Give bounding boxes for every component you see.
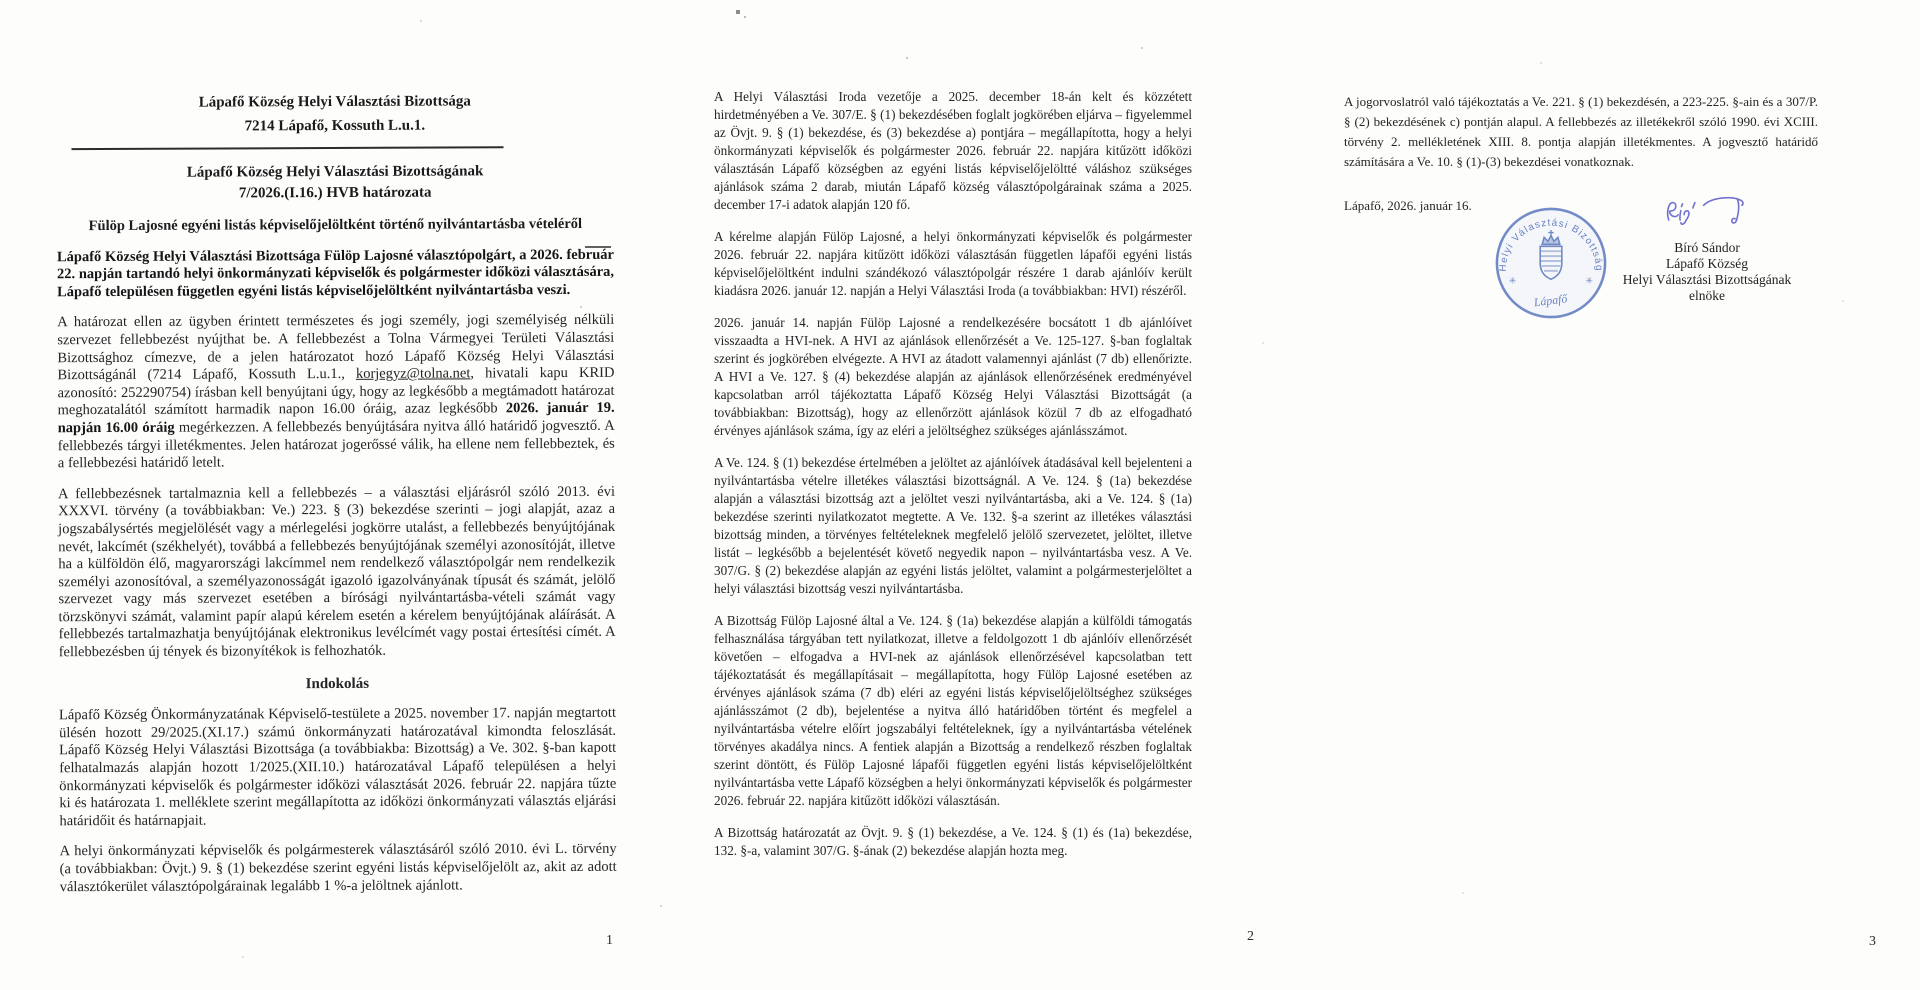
operative-decision-paragraph: Lápafő Község Helyi Választási Bizottsága Fülöp Lajosné választópolgárt, a 2026. február 22. napján tartandó helyi önkormányzati képviselők és polgármester időközi választására, Lápafő településen független egyéni listás képviselőjelöltként nyilvántartásba veszi. [56,246,615,300]
issuer-name: Lápafő Község Helyi Választási Bizottsága [198,93,471,111]
signer-org-line2: Helyi Választási Bizottságának [1622,272,1792,287]
reasoning-law-paragraph: A helyi önkormányzati képviselők és polgármesterek választásáról szóló 2010. évi L. törvény (a továbbiakban: Övjt.) 9. § (1) bekezdése szerint egyéni listás képviselőjelölt az, akit az adott választókerület választópolgárainak legalább 1 %-a jelöltnek ajánlott. [59,841,617,895]
header-divider [71,146,503,150]
stamp-star-left-icon: ✳ [1508,275,1517,286]
signature-block [1592,240,1822,304]
subject-line: Fülöp Lajosné egyéni listás képviselőjelöltként történő nyilvántartásba vételéről [88,215,583,235]
hvi-notice-paragraph: A Helyi Választási Iroda vezetője a 2025. december 18-án kelt és közzétett hirdetményében a Ve. 307/E. § (1) bekezdésében foglalt jogkörében eljárva – figyelemmel az Övjt. 9. § (1) bekezdése, és (3) bekezdése a) pontjára – megállapította, hogy a helyi önkormányzati képviselők és polgármester 2026. február 22. napjára kitűzött időközi választásán Lápafő községben az egyéni listás képviselőjelöltté váláshoz szükséges ajánlások száma 2 darab, miután Lápafő község választópolgárainak száma a 2025. december 17-i adatok alapján 120 fő. [714,89,1192,212]
stamp-ring-text: Helyi Választási Bizottság [1497,217,1605,272]
signer-role: elnöke [1689,288,1725,303]
page-3 [1344,92,1818,310]
page-number-3: 3 [1869,934,1876,949]
page-2 [714,88,1192,860]
page-1 [56,89,617,897]
appeal-requirements-paragraph: A fellebbezésnek tartalmaznia kell a fellebbezés – a választási eljárásról szóló 2013. évi XXXVI. törvény (a továbbiakban: Ve.) 223. § (3) bekezdése szerinti – jogi alapját, azaz a jogszabálysértés megjelölését vagy a mérlegelési jogkörre utalást, a fellebbezés benyújtójának nevét, lakcímét (székhelyét), továbbá a fellebbezés benyújtójának személyi azonosítóját, illetve ha a külföldön élő, magyarországi lakcímmel nem rendelkező választópolgár nem rendelkezik személyi azonosítóval, a személyazonosságát igazoló igazolványának típusát és számát, jelölő szervezet vagy más szervezet esetében a bírósági nyilvántartásba-vételi számát vagy törzskönyvi számát, valamint papír alapú kérelem esetén a kérelem benyújtójának aláírását. A fellebbezés tartalmazhatja benyújtójának elektronikus levélcímét vagy postai értesítési címét. A fellebbezésben új tények és bizonyítékok is felhozhatók. [57,483,616,661]
stamp-star-right-icon: ✳ [1585,275,1593,286]
verification-paragraph: 2026. január 14. napján Fülöp Lajosné a rendelkezésére bocsátott 1 db ajánlóívet visszaadta a HVI-nek. A HVI az ajánlások ellenőrzését a Ve. 125-127. §-ban foglaltak szerint és jogkörében elvégezte. A HVI az átadott valamennyi ajánlást (7 db) ellenőrizte. A HVI a Ve. 127. § (4) bekezdése alapján az ajánlások ellenőrzésének eredményével kapcsolatban arról tájékoztatta Lápafő Község Helyi Választási Bizottságát (a továbbiakban: Bizottság), hogy az ellenőrzött ajánlások közül 7 db az elfogadható érvényes ajánlások száma, így az eléri a jelöltséghez szükséges ajánlásszámot. [714,315,1192,438]
legal-registration-paragraph: A Ve. 124. § (1) bekezdése értelmében a jelöltet az ajánlóívek átadásával kell bejelenteni a nyilvántartásba vételre illetékes választási bizottságnál. A Ve. 124. § (1a) bekezdése alapján a választási bizottság azt a jelöltet veszi nyilvántartásba, aki a Ve. 124. § (1a) bekezdése szerinti nyilatkozatot megtette. A Ve. 132. §-a szerint az illetékes választási bizottság minden, a törvényes feltételeknek megfelelő jelölő szervezetet, jelöltet, illetve listát – legkésőbb a bejelentését követő negyedik napon – nyilvántartásba vesz. A Ve. 307/G. § (2) bekezdése alapján az egyéni listás jelöltet, valamint a polgármesterjelöltet a helyi választási bizottság veszi nyilvántartásba. [714,455,1192,596]
signer-name: Bíró Sándor [1674,240,1740,255]
page-number-2: 2 [1247,929,1254,944]
handwritten-signature [1662,190,1756,236]
legal-basis-paragraph: A Bizottság határozatát az Övjt. 9. § (1) bekezdése, a Ve. 124. § (1) és (1a) bekezdése, 132. §-a, valamint 307/G. §-ának (2) bekezdése alapján hozta meg. [714,825,1192,858]
decision-title-line1: Lápafő Község Helyi Választási Bizottságának [186,163,484,181]
reasoning-heading: Indokolás [305,675,370,692]
reasoning-dissolution-paragraph: Lápafő Község Önkormányzatának Képviselő-testülete a 2025. november 17. napján megtartott ülésén hozott 29/2025.(XI.17.) számú önkormányzati határozatával kimondta feloszlását. Lápafő Község Helyi Választási Bizottsága (a továbbiakba: Bizottság) a Ve. 302. §-ban kapott felhatalmazás alapján hozott 1/2025.(XII.10.) határozatával Lápafő településen a helyi önkormányzati képviselők és polgármester időközi választását 2026. február 22. napjára tűzte ki és határozata 1. melléklete szerint megállapította az időközi önkormányzati választás eljárási határidőit és határnapjait. [58,705,617,830]
decision-reasoning-paragraph: A Bizottság Fülöp Lajosné által a Ve. 124. § (1a) bekezdése alapján a külföldi támogatás felhasználása tárgyában tett nyilatkozat, illetve a feldolgozott 1 db ajánlóív ellenőrzését követően – elfogadva a HVI-nek az ajánlások ellenőrzésével kapcsolatban tett tájékoztatását és megállapításait – megállapította, hogy Fülöp Lajosné esetében az érvényes ajánlások száma (7 db) eléri az egyéni listás képviselőjelöltséghez szükséges ajánlásszámot (2 db), bejelentése a nyitva álló határidőben történt és megfelel a nyilvántartásba vételre előírt jogszabályi feltételeknek, így a nyilvántartásba vételének törvényes akadálya nincs. A fentiek alapján a Bizottság a rendelkező részben foglaltak szerint döntött, és Fülöp Lajosné lápafői független egyéni listás képviselőjelöltként nyilvántartásba vette Lápafő községben a helyi önkormányzati képviselők és polgármester 2026. február 22. napjára kitűzött időközi választásán. [714,613,1192,808]
signer-org-line1: Lápafő Község [1665,256,1749,271]
ballot-issue-paragraph: A kérelme alapján Fülöp Lajosné, a helyi önkormányzati képviselők és polgármester 2026. február 22. napjára kitűzött időközi választásán független lápafői egyéni listás képviselőjelöltként indulni szándékozó választópolgár részére 1 darab ajánlóív került kiadásra 2026. január 12. napján a Helyi Választási Iroda (a továbbiakban: HVI) részéről. [714,229,1192,298]
issuer-address: 7214 Lápafő, Kossuth L.u.1. [244,117,426,135]
dateline: Lápafő, 2026. január 16. [1344,198,1472,213]
decision-title-line2: 7/2026.(I.16.) HVB határozata [238,184,432,202]
page-number-1: 1 [606,933,613,948]
stamp-place-text: Lápafő [1533,291,1568,310]
appeal-instructions-paragraph: A határozat ellen az ügyben érintett természetes és jogi személy, jogi személyiség nélküli szervezet fellebbezést nyújthat be. A fellebbezést a Tolna Vármegyei Területi Választási Bizottsághoz címezve, de a jelen határozatot hozó Lápafő Község Helyi Választási Bizottságánál (7214 Lápafő, Kossuth L.u.1., korjegyz@tolna.net, hivatali kapu KRID azonosító: 252290754) írásban kell benyújtani úgy, hogy az legkésőbb a megtámadott határozat meghozatalától számított harmadik napon 16.00 óráig, azaz legkésőbb 2026. január 19. napján 16.00 óráig megérkezzen. A fellebbezés benyújtására nyitva álló határidő jogvesztő. A fellebbezés tárgyi illetékmentes. Jelen határozat jogerőssé válik, ha ellene nem fellebbeztek, és a fellebbezési határidő letelt. [57,312,615,472]
appeal-legal-basis-paragraph: A jogorvoslatról való tájékoztatás a Ve. 221. § (1) bekezdésén, a 223-225. §-ain és a 307/P. § (2) bekezdésének c) pontján alapul. A fellebbezés az illetékekről szóló 1990. évi XCIII. törvény 2. mellékletének XIII. 8. pontja alapján illetékmentes. A jogvesztő határidő számítására a Ve. 10. § (1)-(3) bekezdései vonatkoznak. [1344,94,1818,169]
scan-noise [0,0,2,2]
